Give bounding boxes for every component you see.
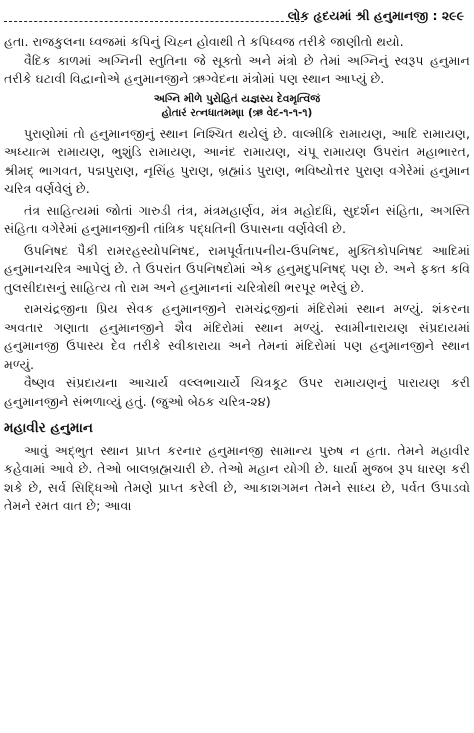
verse-line-1: અગ્નિ મીળે પુરોહિતં યજ્ઞસ્ય દેવમૃત્વિજં bbox=[153, 92, 321, 105]
paragraph-vaishnav: વૈષ્ણવ સંપ્રદાયના આચાર્ય વલ્લભાચાર્યે ચિત્રકૂટ ઉપર રામાયણનું પારાયણ કરી હનુમાનજીને સંભળાવ્યું હતું. (જુઓ બેઠક ચરિત્ર-૨૪) bbox=[4, 375, 470, 409]
paragraph-continuation: હતા. રાજકુલના ધ્વજમાં કપિનું ચિહ્ન હોવાથી તે કપિધ્વજ તરીકે જાણીતો થયો. bbox=[4, 34, 404, 49]
page-header bbox=[0, 0, 474, 32]
paragraph-upanishad: ઉપનિષદ પૈકી રામરહસ્યોપનિષદ, રામપૂર્વતાપનીય-ઉપનિષદ, મુક્તિકોપનિષદ આદિમાં હનુમાનચરિત્ર આપેલું છે. તે ઉપરાંત ઉપનિષદોમાં એક હનુમદુપનિષદ્ પણ છે. અને ફક્ત કવિ તુલસીદાસનું સાહિત્ય તો રામ અને હનુમાનનાં ચરિત્રોથી ભરપૂર ભરેલું છે. bbox=[4, 242, 470, 295]
paragraph-mahavir: આવું અદ્ભુત સ્થાન પ્રાપ્ત કરનાર હનુમાનજી સામાન્ય પુરુષ ન હતા. તેમને મહાવીર કહેવામાં આવે છે. તેઓ બાલબ્રહ્મચારી છે. તેઓ મહાન યોગી છે. ધાર્યા મુજબ રૂપ ધારણ કરી શકે છે, સર્વ સિદ્ધિઓ તેમણે પ્રાપ્ત કરેલી છે, આકાશગમન તેમને સાધ્ય છે, પર્વત ઉપાડવો તેમને રમત વાત છે; આવા bbox=[4, 442, 470, 513]
section-heading: મહાવીર હનુમાન bbox=[4, 420, 93, 436]
verse-line-2: હોતારં રત્નધાતમમ્।। (ઋ વેદ-૧-૧-૧) bbox=[161, 107, 313, 119]
paragraph-temples: રામચંદ્રજીના પ્રિય સેવક હનુમાનજીને રામચંદ્રજીનાં મંદિરોમાં સ્થાન મળ્યું. શંકરના અવતાર ગણાતા હનુમાનજીને શૈવ મંદિરોમાં સ્થાન મળ્યું. સ્વામીનારાયણ સંપ્રદાયમાં હનુમાનજી ઉપાસ્ય દેવ તરીકે સ્વીકારાયા અને તેમનાં મંદિરોમાં પણ હનુમાનજીને સ્થાન મળ્યું. bbox=[4, 301, 470, 372]
paragraph-puranas: પુરાણોમાં તો હનુમાનજીનું સ્થાન નિશ્ચિત થયેલું છે. વાલ્મીકિ રામાયણ, આદિ રામાયણ, અધ્યાત્મ રામાયણ, ભુશુંડિ રામાયણ, આનંદ રામાયણ, ચંપૂ રામાયણ ઉપરાંત મહાભારત, શ્રીમદ્ ભાગવત, પદ્મપુરાણ, નૃસિંહ પુરાણ, બ્રહ્માંડ પુરાણ, ભવિષ્યોત્તર પુરાણ વગેરેમાં હનુમાન ચરિત્ર વર્ણવેલું છે. bbox=[4, 125, 470, 196]
page-body bbox=[4, 33, 470, 516]
paragraph-tantra: તંત્ર સાહિત્યમાં જોતાં ગારુડી તંત્ર, મંત્રમહાર્ણવ, મંત્ર મહોદધિ, સુદર્શન સંહિતા, અગસ્તિ સંહિતા વગેરેમાં હનુમાનજીની તાંત્રિક પદ્ધતિની ઉપાસના વર્ણવેલી છે. bbox=[4, 202, 470, 236]
paragraph-vedic: વૈદિક કાળમાં અગ્નિની સ્તુતિના જે સૂક્તો અને મંત્રો છે તેમાં અગ્નિનું સ્વરૂપ હનુમાન તરીકે ઘટાવી વિદ્વાનોએ હનુમાનજીને ઋગ્વેદના મંત્રોમાં પણ સ્થાન આપ્યું છે. bbox=[4, 52, 470, 86]
header-rule bbox=[4, 21, 304, 22]
running-title: લોક હૃદયમાં શ્રી હનુમાનજી : ૨૯૯ bbox=[287, 8, 464, 23]
sanskrit-verse bbox=[4, 92, 470, 121]
